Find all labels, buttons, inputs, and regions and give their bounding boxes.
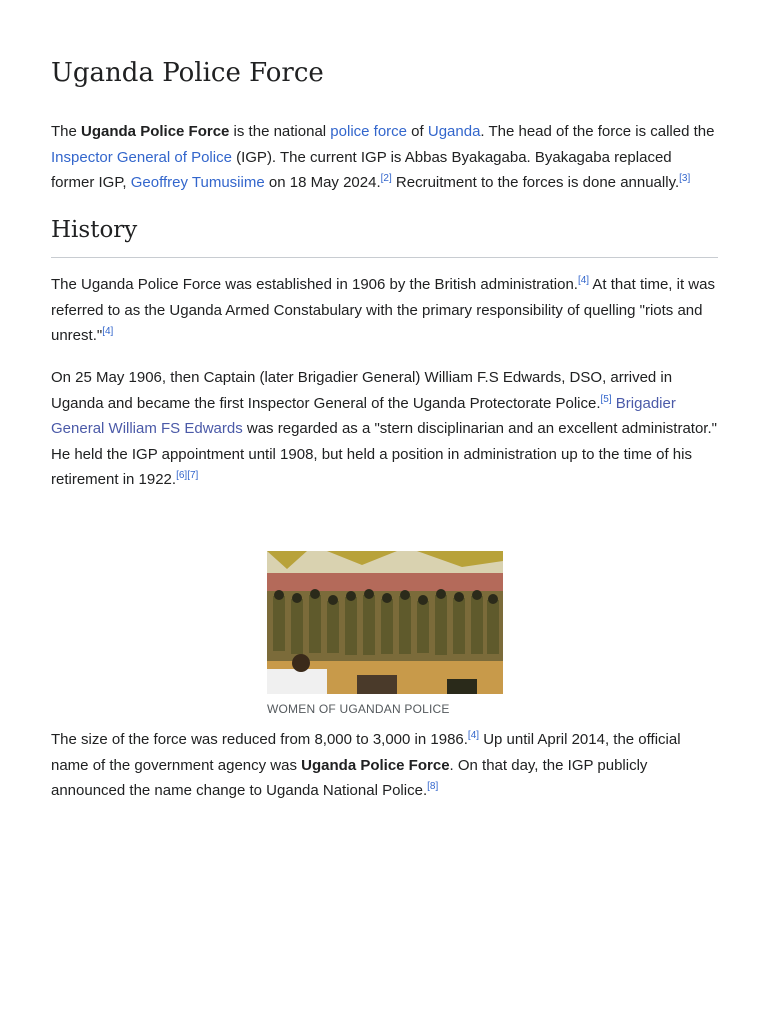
ref-5[interactable]: [5] [600,393,612,405]
link-geoffrey-tumusiime[interactable]: Geoffrey Tumusiime [130,174,265,191]
ref-7[interactable]: [7] [187,470,199,481]
police-parade-photo[interactable] [267,551,503,694]
history-paragraph-2: On 25 May 1906, then Captain (later Brigadier General) William F.S Edwards, DSO, arrived in Uganda and became the first Inspector General of the Uganda Protectorate Police.[5] Brigadier General William FS Edwards was regarded as a "stern disciplinarian and an excellent administrator." He held the IGP appointment until 1908, but held a position in administration up to the time of his retirement in 1922.[6][7] [51,369,717,488]
ref-3[interactable]: [3] [679,173,691,184]
link-inspector-general[interactable]: Inspector General of Police [51,148,232,166]
history-paragraph-3: The size of the force was reduced from 8,000 to 3,000 in 1986.[4] Up until April 2014, the official name of the government agency was Uganda Police Force. On that day, the IGP publicly announced the name change to Uganda National Police.[8] [51,730,681,799]
history-paragraph-1: The Uganda Police Force was established in 1906 by the British administration.[4] At that time, it was referred to as the Uganda Armed Constabulary with the primary responsibility of quelling "riots and unrest."[4] [51,275,715,344]
link-uganda[interactable]: Uganda [427,123,481,140]
ref-4[interactable]: [4] [102,326,114,337]
ref-4[interactable]: [4] [467,730,480,741]
ref-6[interactable]: [6] [176,470,188,481]
figure-caption: WOMEN OF UGANDAN POLICE [267,702,450,716]
ref-2[interactable]: [2] [380,173,392,184]
page-title: Uganda Police Force [51,58,324,88]
ref-8[interactable]: [8] [427,781,439,792]
history-heading-wrap [51,215,718,258]
intro-paragraph: The Uganda Police Force is the national police force of Uganda. The head of the force is called the Inspector General of Police (IGP). The current IGP is Abbas Byakagaba. Byakagaba replaced former IGP, Geoffrey Tumusiime on 18 May 2024.[2] Recruitment to the forces is done annually.[3] [51,123,715,191]
figure [267,551,503,716]
link-william-edwards[interactable]: Brigadier General William FS Edwards [51,394,676,437]
bold-term: Uganda Police Force [81,123,230,140]
ref-4[interactable]: [4] [577,275,590,286]
bold-term: Uganda Police Force [301,756,450,774]
history-heading: History [51,217,138,243]
link-police-force[interactable]: police force [330,123,408,140]
